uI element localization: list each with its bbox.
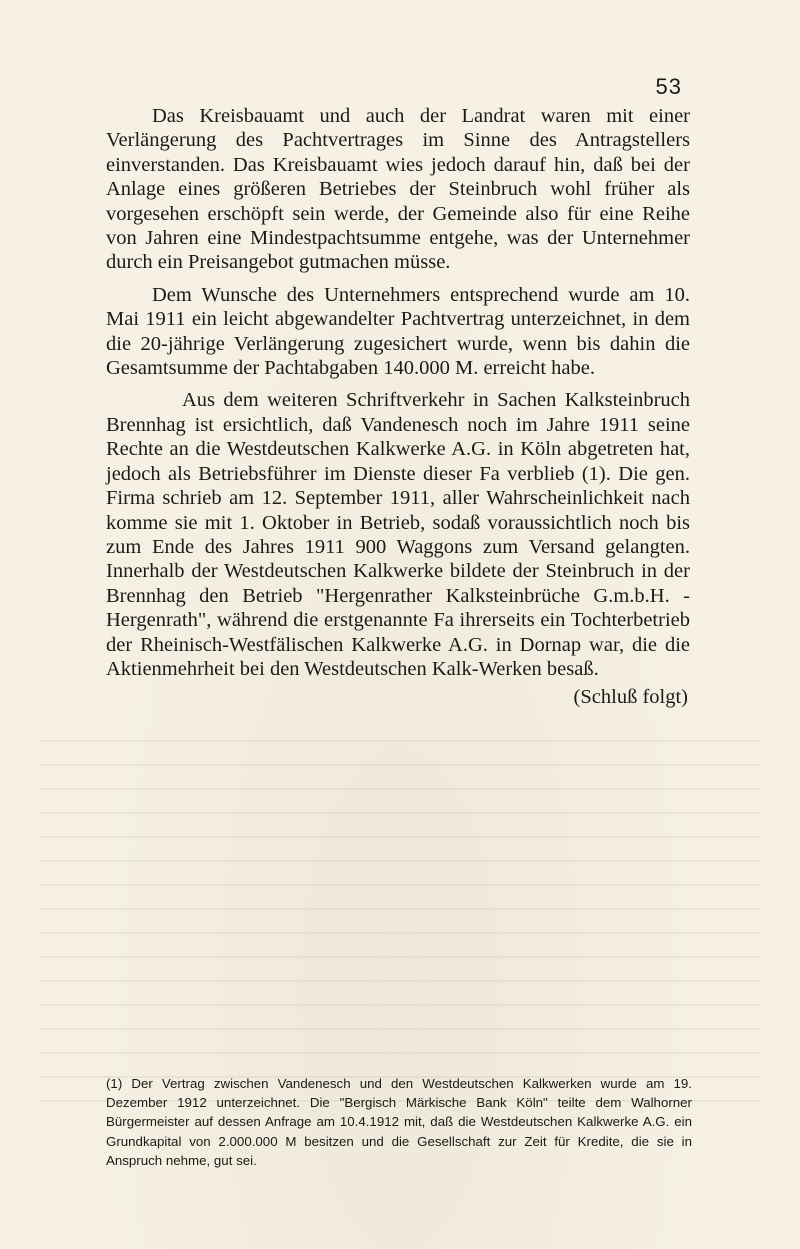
continuation-note: (Schluß folgt) xyxy=(573,686,688,709)
page-number: 53 xyxy=(655,74,682,99)
main-text xyxy=(106,104,690,710)
paragraph-schriftverkehr: Aus dem weiteren Schriftverkehr in Sachen Kalksteinbruch Brennhag ist ersichtlich, daß Vandenesch noch im Jahre 1911 seine Rechte an die Westdeutschen Kalkwerke A.G. in Köln abgetreten hat, jedoch als Betriebsführer im Dienste dieser Fa verblieb (1). Die gen. Firma schrieb am 12. September 1911, aller Wahrscheinlichkeit nach komme sie mit 1. Oktober in Betrieb, sodaß voraussichtlich noch bis zum Ende des Jahres 1911 900 Waggons zum Versand gelangten. Innerhalb der Westdeutschen Kalkwerke bildete der Steinbruch in der Brennhag den Betrieb "Hergenrather Kalksteinbrüche G.m.b.H. - Hergenrath", während die erstgenannte Fa ihrerseits ein Tochterbetrieb der Rheinisch-Westfälischen Kalkwerke A.G. in Dornap war, die die Aktienmehrheit bei den Westdeutschen Kalk-Werken besaß. xyxy=(106,389,690,680)
show-through-texture xyxy=(40,740,760,1120)
paragraph-pachtvertrag: Dem Wunsche des Unternehmers entsprechend wurde am 10. Mai 1911 ein leicht abgewandelter Pachtvertrag unterzeichnet, in dem die 20-jährige Verlängerung zugesichert wurde, wenn bis dahin die Gesamtsumme der Pachtabgaben 140.000 M. erreicht habe. xyxy=(106,283,690,380)
footnote: (1) Der Vertrag zwischen Vandenesch und den Westdeutschen Kalkwerken wurde am 19. Dezember 1912 unterzeichnet. Die "Bergisch Märkische Bank Köln" teilte dem Walhorner Bürgermeister auf dessen Anfrage am 10.4.1912 mit, daß die Westdeutschen Kalkwerke A.G. ein Grundkapital von 2.000.000 M besitzen und die Gesellschaft zur Zeit für Kredite, die sie in Anspruch nehme, gut sei. xyxy=(106,1076,692,1168)
paragraph-kreisbauamt: Das Kreisbauamt und auch der Landrat waren mit einer Verlängerung des Pachtvertrages im Sinne des Antragstellers einverstanden. Das Kreisbauamt wies jedoch darauf hin, daß bei der Anlage eines größeren Betriebes der Steinbruch wohl früher als vorgesehen erschöpft sein werde, der Gemeinde also für eine Reihe von Jahren eine Mindestpachtsumme entgehe, was der Unternehmer durch ein Preisangebot gutmachen müsse. xyxy=(106,105,690,274)
